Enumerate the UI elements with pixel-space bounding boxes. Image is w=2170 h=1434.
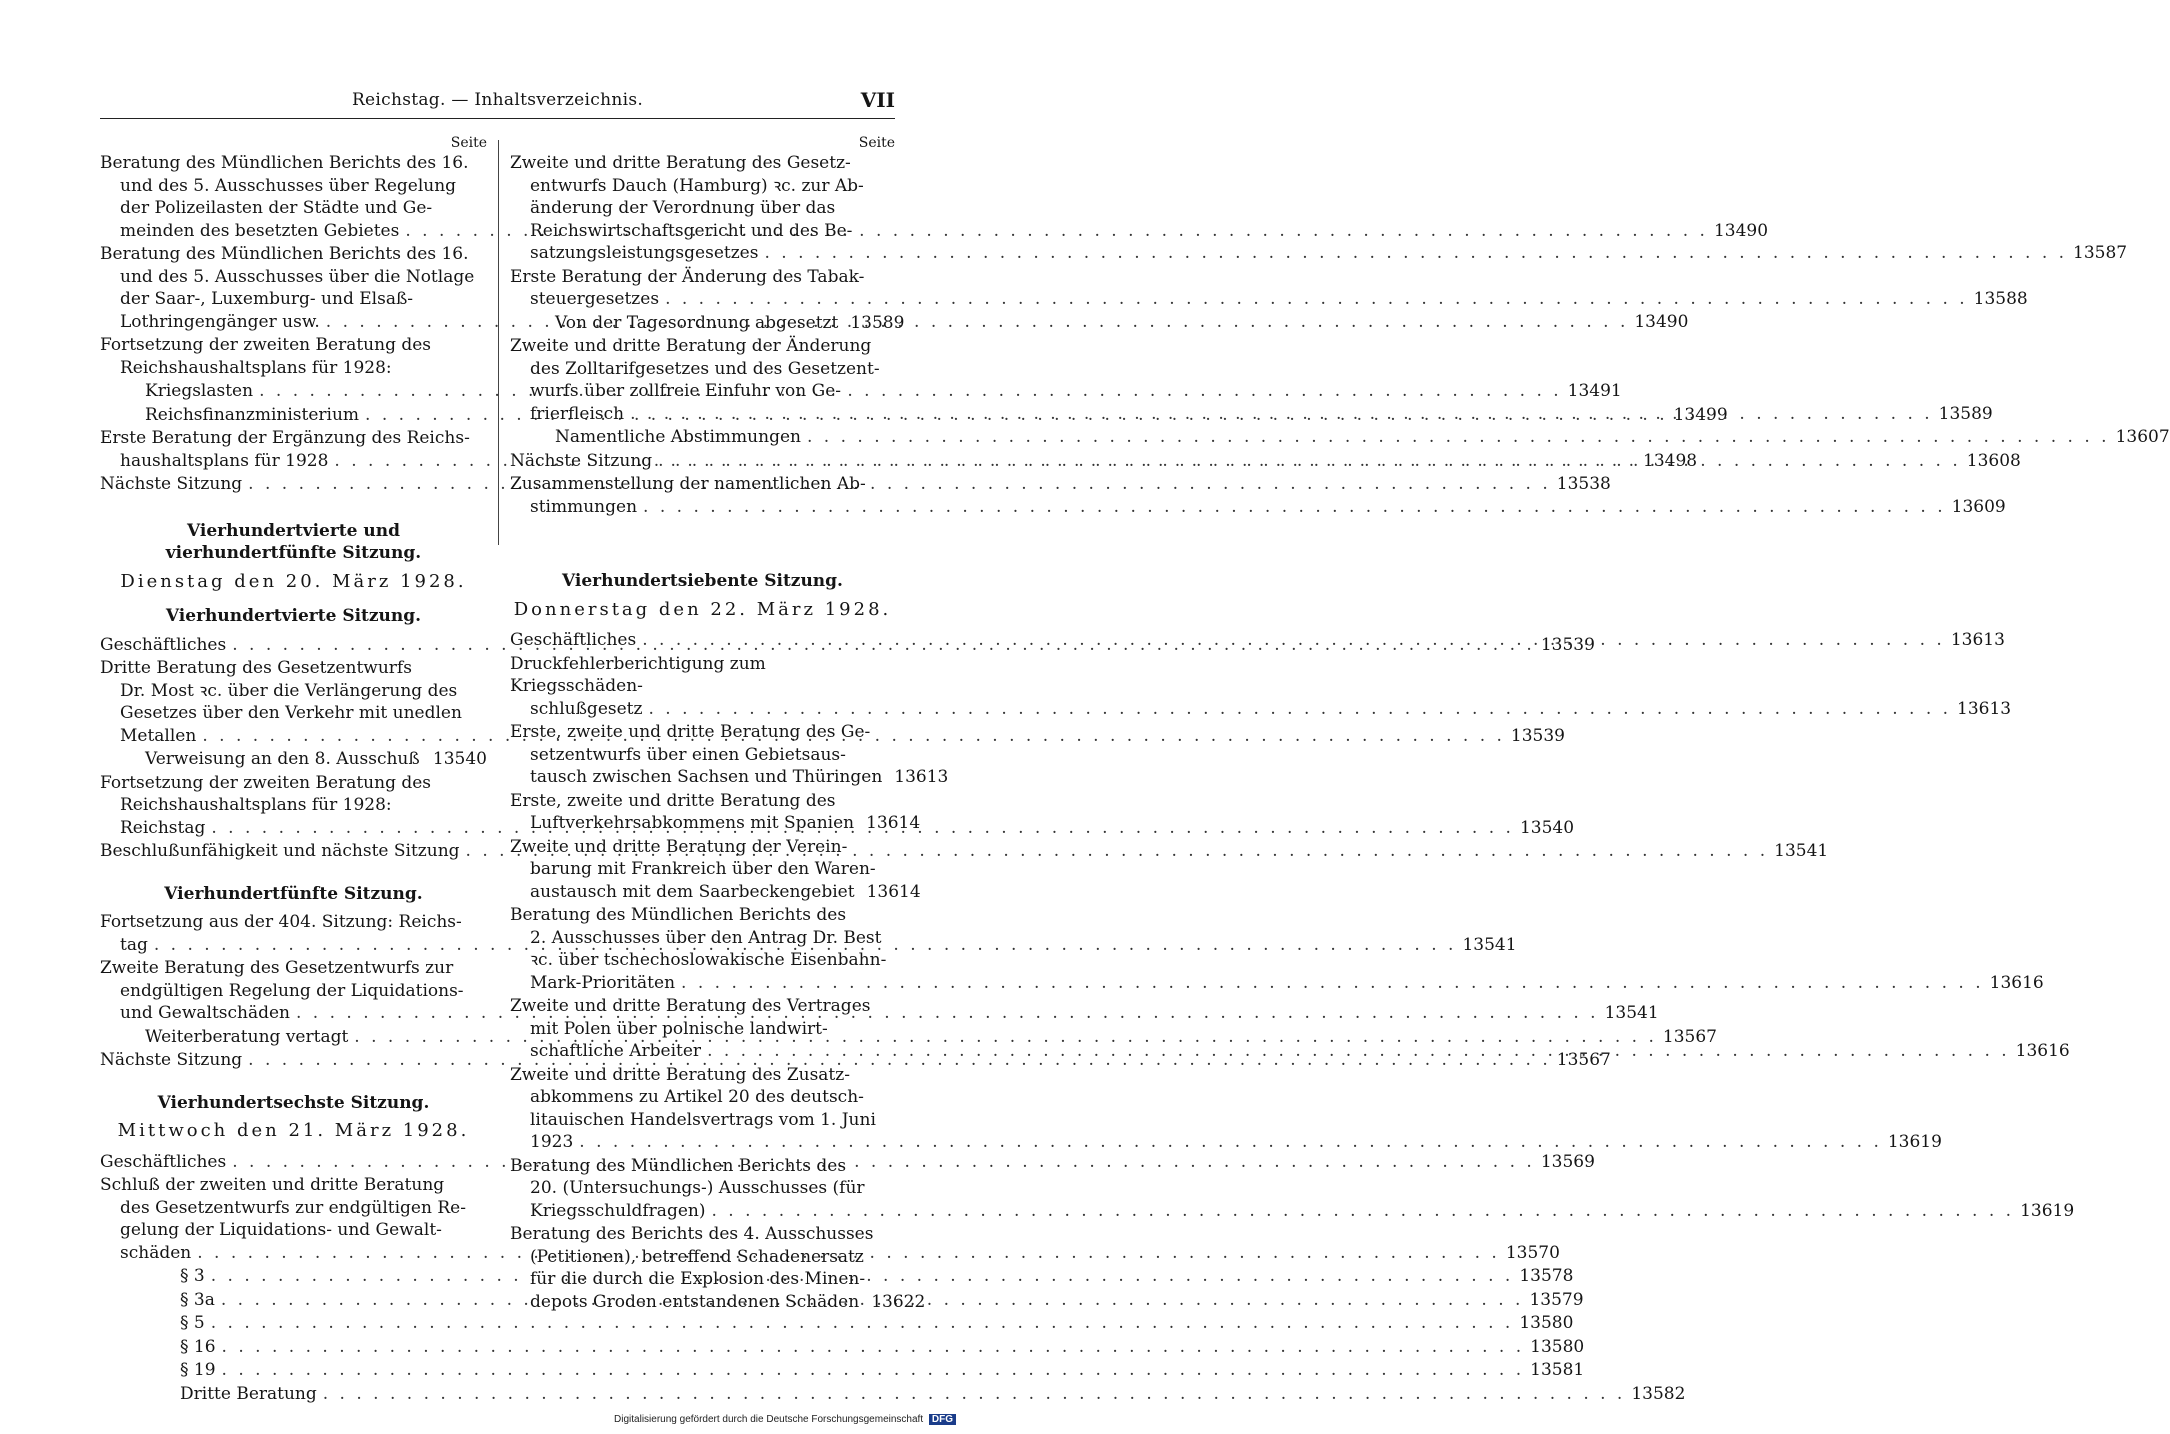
toc-entry-text: steuergesetzes xyxy=(530,289,660,309)
toc-entry-line: abkommens zu Artikel 20 des deutsch- xyxy=(530,1087,864,1107)
toc-entry-leader-line xyxy=(530,496,2006,519)
toc-entry-text: Geschäftliches xyxy=(510,630,637,650)
toc-entry-line: Dr. Most ꝛc. über die Verlängerung des xyxy=(120,680,458,701)
dot-leader xyxy=(259,380,1562,403)
toc-page-number: 13499 xyxy=(1673,404,1728,425)
toc-entry-text: Namentliche Abstimmungen xyxy=(555,427,801,447)
toc-entry-line: Beratung des Mündlichen Berichts des 16. xyxy=(100,153,469,173)
dot-leader xyxy=(807,426,2110,449)
toc-entry-text: meinden des besetzten Gebietes xyxy=(120,220,400,241)
toc-entry-line: Zweite und dritte Beratung des Vertrages xyxy=(510,996,871,1016)
toc-entry-leader-line xyxy=(530,812,921,835)
toc-entry-text: satzungsleistungsgesetzes xyxy=(530,243,759,263)
toc-entry-line: Zweite und dritte Beratung der Änderung xyxy=(510,336,872,356)
toc-page-number: 13567 xyxy=(1662,1026,1717,1047)
dot-leader xyxy=(665,288,1968,311)
toc-entry-line: des Zolltarifgesetzes und des Gesetzent- xyxy=(530,358,880,379)
toc-entry xyxy=(510,790,921,835)
toc-entry-line: für die durch die Explosion des Minen- xyxy=(530,1269,866,1289)
toc-entry-leader-line xyxy=(555,426,2170,449)
session-406-title: Vierhundertsechste Sitzung. xyxy=(157,1092,430,1113)
toc-page-number: 13608 xyxy=(1966,450,2021,471)
toc-entry-leader-line xyxy=(555,312,905,335)
toc-page-number: 13580 xyxy=(1519,1313,1574,1333)
toc-page-number: 13589 xyxy=(850,312,905,333)
toc-entry-text: Nächste Sitzung xyxy=(100,474,243,494)
toc-entry-leader-line xyxy=(530,1131,1942,1154)
toc-page-number: 13616 xyxy=(1989,972,2044,993)
dot-leader xyxy=(630,403,1933,426)
toc-page-number: 13580 xyxy=(1530,1336,1585,1357)
toc-entry-line: Reichshaushaltsplans für 1928: xyxy=(120,357,392,378)
toc-page-number: 13579 xyxy=(1529,1289,1584,1310)
dot-leader xyxy=(764,242,2067,265)
toc-page-number: 13622 xyxy=(871,1291,926,1312)
toc-entry-text: Geschäftliches xyxy=(100,1151,227,1172)
dot-leader xyxy=(648,698,1951,721)
footer-text: Digitalisierung gefördert durch die Deutsche Forschungsgemeinschaft xyxy=(614,1414,924,1425)
toc-entry-text: § 16 xyxy=(180,1336,216,1357)
toc-entry-text: frierfleisch xyxy=(530,403,625,424)
toc-page-number: 13609 xyxy=(1951,496,2006,517)
toc-entry xyxy=(100,1336,1585,1359)
toc-entry xyxy=(100,1312,1574,1335)
digitization-footer xyxy=(614,1414,956,1425)
toc-entry-text: tausch zwischen Sachsen und Thüringen xyxy=(530,767,883,787)
toc-page-number: 13616 xyxy=(2015,1041,2070,1061)
session-405-title: Vierhundertfünfte Sitzung. xyxy=(164,883,423,904)
toc-entry-line: und des 5. Ausschusses über die Notlage xyxy=(120,266,475,287)
toc-entry-text: Verweisung an den 8. Ausschuß xyxy=(145,749,420,769)
toc-entry-text: § 3a xyxy=(180,1289,215,1310)
toc-entry-leader-line xyxy=(145,748,487,771)
toc-entry-text: § 3 xyxy=(180,1266,205,1286)
toc-page-number: 13588 xyxy=(1973,289,2028,309)
toc-entry-leader-line xyxy=(180,1336,1585,1359)
dot-leader xyxy=(222,1336,1525,1359)
toc-entry xyxy=(100,1383,1686,1406)
toc-entry-line: Zweite und dritte Beratung der Verein- xyxy=(510,836,848,857)
seite-label: Seite xyxy=(450,135,487,151)
toc-entry-text: Kriegsschuldfragen) xyxy=(530,1200,706,1221)
toc-entry-line: Reichshaushaltsplans für 1928: xyxy=(120,795,392,815)
toc-entry-text: depots Groden entstandenen Schäden xyxy=(530,1291,860,1312)
toc-page-number: 13614 xyxy=(866,813,921,833)
toc-entry-line: setzentwurfs über einen Gebietsaus- xyxy=(530,744,846,765)
dot-leader xyxy=(211,1312,1514,1335)
toc-entry-leader-line xyxy=(530,242,2128,265)
dot-leader xyxy=(711,1200,2014,1223)
toc-entry-text: Dritte Beratung xyxy=(180,1383,317,1404)
toc-entry-leader-line xyxy=(530,972,2044,995)
toc-page-number: 13567 xyxy=(1556,1050,1611,1070)
toc-entry-text: Reichstag xyxy=(120,817,206,838)
toc-page-number: 13491 xyxy=(1567,381,1622,401)
toc-entry-text: Reichsfinanzministerium xyxy=(145,404,360,425)
toc-entry-text: Mark-Prioritäten xyxy=(530,972,676,993)
page-number: VII xyxy=(860,88,895,112)
toc-entry-line: endgültigen Regelung der Liquidations- xyxy=(120,980,464,1001)
toc-entry-text: stimmungen xyxy=(530,496,638,517)
toc-entry-line: Fortsetzung der zweiten Beratung des xyxy=(100,772,432,793)
toc-entry-leader-line xyxy=(530,766,949,789)
toc-entry xyxy=(510,836,921,904)
toc-page-number: 13619 xyxy=(1887,1132,1942,1152)
toc-page-number: 13613 xyxy=(894,767,949,787)
toc-entry-leader-line xyxy=(530,1291,926,1314)
toc-entry-text: Beschlußunfähigkeit und nächste Sitzung xyxy=(100,841,460,861)
toc-page-number: 13582 xyxy=(1631,1383,1686,1404)
session-404-405-title: Vierhundertvierte und vierhundertfünfte Sitzung. xyxy=(165,520,422,563)
toc-entry-line: Zweite und dritte Beratung des Gesetz- xyxy=(510,153,851,173)
toc-entry-leader-line xyxy=(180,1383,1686,1406)
toc-page-number: 13540 xyxy=(1519,817,1575,838)
toc-entry-line: der Saar-, Luxemburg- und Elsaß- xyxy=(120,289,414,309)
dot-leader xyxy=(222,1359,1525,1382)
toc-entry-leader-line xyxy=(530,288,2028,311)
toc-entry-line: Druckfehlerberichtigung zum Kriegsschäden- xyxy=(510,653,766,696)
dfg-logo: DFG xyxy=(929,1414,956,1425)
toc-entry-text: schlußgesetz xyxy=(530,698,643,719)
dot-leader xyxy=(296,1002,1599,1025)
toc-page-number: 13539 xyxy=(1510,725,1566,746)
toc-entry-line: Erste, zweite und dritte Beratung des Ge- xyxy=(510,722,871,742)
toc-entry-line: Erste Beratung der Änderung des Tabak- xyxy=(510,266,865,287)
toc-entry-line: Beratung des Mündlichen Berichts des 16. xyxy=(100,244,469,264)
toc-page-number: 13619 xyxy=(2020,1200,2075,1221)
toc-entry-line: Zweite Beratung des Gesetzentwurfs zur xyxy=(100,958,454,978)
toc-page-number: 13538 xyxy=(1556,474,1611,494)
toc-entry-text: 1923 xyxy=(530,1132,574,1152)
toc-entry-text: Kriegslasten xyxy=(145,381,254,401)
toc-entry-line: und des 5. Ausschusses über Regelung xyxy=(120,175,457,196)
toc-entry-line: 2. Ausschusses über den Antrag Dr. Best xyxy=(530,927,882,948)
toc-entry-line: des Gesetzentwurfs zur endgültigen Re- xyxy=(120,1197,466,1218)
toc-page-number: 13541 xyxy=(1462,934,1517,955)
toc-page-number: 13490 xyxy=(1634,311,1689,332)
toc-entry-line: 20. (Untersuchungs-) Ausschusses (für xyxy=(530,1178,865,1198)
toc-entry-text: Nächste Sitzung xyxy=(100,1050,243,1070)
toc-page-number: 13581 xyxy=(1530,1360,1585,1380)
toc-page-number: 13589 xyxy=(1938,403,1993,424)
toc-entry-line: änderung der Verordnung über das xyxy=(530,198,836,218)
toc-entry xyxy=(510,721,949,789)
toc-entry xyxy=(100,748,487,771)
toc-entry-text: und Gewaltschäden xyxy=(120,1003,290,1023)
toc-entry-line: Schluß der zweiten und dritte Beratung xyxy=(100,1175,445,1195)
toc-entry xyxy=(100,1359,1585,1382)
toc-page-number: 13570 xyxy=(1505,1242,1560,1263)
toc-entry-text: schäden xyxy=(120,1242,192,1263)
session-404-405-date: Dienstag den 20. März 1928. xyxy=(120,570,467,592)
session-404-title: Vierhundertvierte Sitzung. xyxy=(165,606,422,626)
toc-entry-line: barung mit Frankreich über den Waren- xyxy=(530,859,876,879)
toc-entry-line: der Polizeilasten der Städte und Ge- xyxy=(120,198,433,218)
toc-page-number: 13569 xyxy=(1540,1151,1595,1172)
dot-leader xyxy=(426,748,427,771)
toc-entry xyxy=(100,634,1595,657)
toc-entry-line: wurfs über zollfreie Einfuhr von Ge- xyxy=(530,381,842,401)
toc-entry-text: Lothringengänger usw. xyxy=(120,311,320,332)
toc-entry-line: Fortsetzung der zweiten Beratung des xyxy=(100,335,432,355)
toc-entry xyxy=(100,334,487,379)
toc-page-number: 13498 xyxy=(1643,450,1698,471)
toc-page-number: 13607 xyxy=(2115,427,2170,447)
toc-page-number: 13613 xyxy=(1957,698,2012,719)
toc-page-number: 13578 xyxy=(1519,1266,1574,1286)
dot-leader xyxy=(658,451,1961,471)
toc-page-number: 13541 xyxy=(1604,1003,1659,1023)
toc-entry-line: Dritte Beratung des Gesetzentwurfs xyxy=(100,658,412,678)
toc-entry-line: Erste Beratung der Ergänzung des Reichs- xyxy=(100,428,470,448)
dot-leader xyxy=(323,1383,1626,1406)
toc-entry-leader-line xyxy=(180,1312,1574,1335)
toc-entry-line: litauischen Handelsvertrags vom 1. Juni xyxy=(530,1109,876,1130)
toc-page-number: 13614 xyxy=(866,881,921,902)
toc-entry-leader-line xyxy=(530,1200,2075,1223)
toc-entry-text: § 5 xyxy=(180,1313,205,1333)
toc-entry-text: Weiterberatung vertagt xyxy=(145,1026,349,1047)
session-407-date: Donnerstag den 22. März 1928. xyxy=(513,598,892,620)
dot-leader xyxy=(579,1131,1882,1154)
toc-entry-text: Nächste Sitzung xyxy=(510,450,653,471)
toc-entry-text: Luftverkehrsabkommens mit Spanien xyxy=(530,813,855,833)
toc-entry-line: Beratung des Mündlichen Berichts des xyxy=(510,905,847,925)
toc-entry-line: (Petitionen), betreffend Schadenersatz xyxy=(530,1246,864,1267)
seite-label: Seite xyxy=(858,135,895,151)
toc-entry-line: ꝛc. über tschechoslowakische Eisenbahn- xyxy=(530,950,887,970)
toc-entry-text: haushaltsplans für 1928 xyxy=(120,450,329,471)
toc-entry xyxy=(510,312,905,335)
toc-entry-line: Beratung des Berichts des 4. Ausschusses xyxy=(510,1224,874,1244)
session-407-title: Vierhundertsiebente Sitzung. xyxy=(562,571,843,591)
toc-page-number: 13587 xyxy=(2073,243,2128,263)
toc-page-number: 13539 xyxy=(1540,634,1595,655)
toc-entry xyxy=(510,1064,1942,1154)
toc-page-number: 13541 xyxy=(1774,841,1829,861)
toc-entry-line: Zusammenstellung der namentlichen Ab- xyxy=(510,474,866,494)
toc-entry-line: gelung der Liquidations- und Gewalt- xyxy=(120,1220,442,1240)
toc-entry xyxy=(510,1223,926,1313)
dot-leader xyxy=(642,630,1945,650)
toc-entry-text: Geschäftliches xyxy=(100,634,227,655)
toc-entry-leader-line xyxy=(530,698,2012,721)
toc-entry-text: tag xyxy=(120,934,148,955)
toc-entry-text: schaftliche Arbeiter xyxy=(530,1041,702,1061)
toc-entry-line: Erste, zweite und dritte Beratung des xyxy=(510,790,836,811)
toc-entry-text: § 19 xyxy=(180,1360,216,1380)
toc-entry-text: Von der Tagesordnung abgesetzt xyxy=(555,312,839,333)
toc-page-number: 13490 xyxy=(1713,220,1769,241)
toc-entry-line: Fortsetzung aus der 404. Sitzung: Reichs- xyxy=(100,912,462,932)
toc-entry-leader-line xyxy=(100,634,1595,657)
dot-leader xyxy=(707,1040,2010,1063)
toc-entry-line: mit Polen über polnische landwirt- xyxy=(530,1018,828,1039)
toc-page-number: 13613 xyxy=(1950,630,2005,650)
toc-entry-line: Reichswirtschaftsgericht und des Be- xyxy=(530,220,853,241)
toc-entry xyxy=(510,653,2012,721)
toc-entry xyxy=(510,426,2170,449)
toc-entry-leader-line xyxy=(530,881,921,904)
dot-leader xyxy=(681,972,1984,995)
toc-entry-line: Zweite und dritte Beratung des Zusatz- xyxy=(510,1064,850,1085)
dot-leader xyxy=(248,474,1551,494)
session-406-date: Mittwoch den 21. März 1928. xyxy=(117,1120,470,1141)
toc-entry xyxy=(510,266,2028,311)
toc-entry-line: Beratung des Mündlichen Berichts des xyxy=(510,1155,847,1176)
toc-entry-text: austausch mit dem Saarbeckengebiet xyxy=(530,881,855,902)
toc-entry-line: entwurfs Dauch (Hamburg) ꝛc. zur Ab- xyxy=(530,175,864,196)
toc-entry-line: Gesetzes über den Verkehr mit unedlen xyxy=(120,703,462,723)
toc-entry-text: Metallen xyxy=(120,725,197,746)
toc-page-number: 13540 xyxy=(432,749,487,769)
running-title: Reichstag. — Inhaltsverzeichnis. xyxy=(351,90,644,110)
toc-entry-leader-line xyxy=(180,1359,1585,1382)
running-header xyxy=(100,88,895,119)
dot-leader xyxy=(643,496,1946,519)
